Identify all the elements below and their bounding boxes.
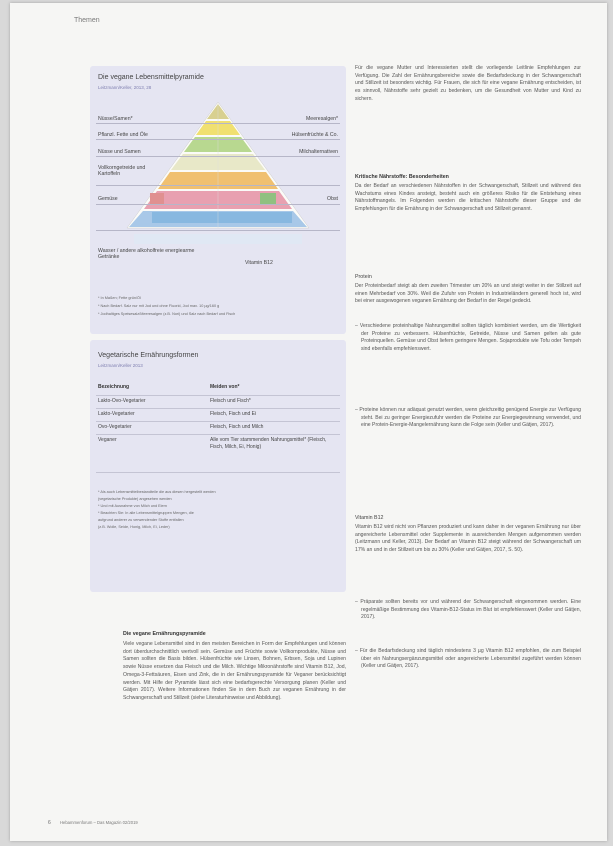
veg-box-subtitle: Leitzmann/Keller 2013 xyxy=(98,363,143,368)
critical-nutrients-heading: Kritische Nährstoffe: Besonderheiten xyxy=(355,174,449,180)
veg-footnote: (z.B. Wolle, Seide, Honig, Milch, Ei, Leder) xyxy=(98,525,170,529)
pyramid-label-left: Nüsse und Samen xyxy=(98,149,141,155)
divider xyxy=(96,395,340,396)
row-avoid: Fleisch und Fisch* xyxy=(210,398,251,404)
veg-footnote: * Und mit Ausnahme von Milch und Eiern xyxy=(98,504,168,508)
footer-text: Hebammenforum – Das Magazin 02/2019 xyxy=(60,820,138,825)
divider xyxy=(96,123,340,124)
pyramid-label-left: Vollkorngetreide und Kartoffeln xyxy=(98,165,146,177)
row-name: Ovo-Vegetarier xyxy=(98,424,132,430)
col-header-avoid: Meiden von* xyxy=(210,384,240,390)
row-avoid: Fleisch, Fisch und Ei xyxy=(210,411,257,417)
left-article-body: Viele vegane Lebensmittel sind in den meisten Bereichen in Form der Empfehlungen und können dort überdurchschnittlich wertvoll sein. Gemüse und Früchte sowie Vollkornprodukte, Nüsse und Samen sollten die Basis bilden. Hülsenfrüchte wie Linsen, Bohnen, Erbsen, Soja und Lupinen sowie Nüsse ersetzen das Fleisch und die Milch. Wichtige Mikronährstoffe sind Vitamin B12, Jod, Omega-3-Fettsäuren, Eisen und Zink, die in der Ernährungspyramide für Veganer berücksichtigt werden. Mit Hilfe der Pyramide lässt sich eine bedarfsgerechte Versorgung planen (Keller und Gätjen 2017). Weitere Informationen finden Sie in dem Buch zur veganen Ernährung in der Schwangerschaft und Stillzeit (siehe Literaturhinweise und Abbildung). xyxy=(123,641,346,702)
protein-body: Der Proteinbedarf steigt ab dem zweiten Trimester um 20% an und steigt weiter in der Stillzeit auf einen Mehrbedarf von 30%. Weil die Zufuhr von Protein in Industrieländern generell hoch ist, wird bei einer ausgewogenen veganen Ernährung der Bedarf in der Regel gedeckt. xyxy=(355,283,581,305)
veg-footnote: aufgrund anderer zu verwendender Stoffe entfallen xyxy=(98,518,184,522)
veg-footnote: (vegetarische Produkte) angesehen werden xyxy=(98,497,172,501)
row-name: Veganer xyxy=(98,437,117,443)
divider xyxy=(96,185,340,186)
divider xyxy=(96,408,340,409)
row-name: Lakto-Vegetarier xyxy=(98,411,135,417)
pyramid-base-left: Wasser / andere alkoholfreie energiearme Getränke xyxy=(98,248,195,260)
protein-heading: Protein xyxy=(355,274,372,280)
protein-bullet: – Verschiedene proteinhaltige Nahrungsmittel sollten täglich kombiniert werden, um die Wertigkeit der Proteine zu verbessern. Hülsenfrüchte, Getreide, Nüsse und Samen gelten als gute Proteinquellen. Gemüse und Obst liefern geringere Mengen. Sojaprodukte wie Tofu oder Tempeh sind ebenfalls empfehlenswert. xyxy=(355,323,581,353)
row-avoid: Fleisch, Fisch und Milch xyxy=(210,424,264,430)
page xyxy=(10,3,607,841)
pyramid-footnote: * In Maßen; Fette grün/Öl xyxy=(98,296,141,300)
protein-bullet: – Proteine können nur adäquat genutzt werden, wenn gleichzeitig genügend Energie zur Verfügung steht. Bei zu geringer Energiezufuhr werden die Proteine zur Energiegewinnung verwendet, und eine Protein-Energie-Mangelernährung kann die Folge sein (Keller und Gätjen, 2017). xyxy=(355,407,581,429)
right-intro: Für die vegane Mutter und Interessierten stellt die vorliegende Leitlinie Empfehlungen zur Verfügung. Die Zahl der Ernährungsbereiche sowie die Bedarfsdeckung in der Schwangerschaft und Stillzeit ist besonders wichtig. Für Frauen, die sich für eine vegane Ernährung entscheiden, ist es sinnvoll, Nährstoffe sehr gezielt zu bedenken, um die Gesundheit von Mutter und Kind zu sichern. xyxy=(355,65,581,102)
veg-forms-box xyxy=(90,340,346,592)
divider xyxy=(96,156,340,157)
pyramid-label-right: Obst xyxy=(327,196,338,202)
divider xyxy=(96,421,340,422)
pyramid-footnote: * Jodhaltiges Speisesalz/Meeresalgen (z.B. Nori) und Salz nach Bedarf und Fisch xyxy=(98,312,236,316)
b12-bullet: – Präparate sollten bereits vor und während der Schwangerschaft eingenommen werden. Eine regelmäßige Bestimmung des Vitamin-B12-Status im Blut ist empfehlenswert (Keller und Gätjen, 2017). xyxy=(355,599,581,621)
row-name: Lakto-Ovo-Vegetarier xyxy=(98,398,146,404)
critical-nutrients-body: Da der Bedarf an verschiedenen Nährstoffen in der Schwangerschaft, Stillzeit und während des Wachstums eines Kindes ansteigt, besteht auch ein größeres Risiko für die Entstehung eines Nährstoffmangels. Im Folgenden werden die kritischen Nährstoffe dieser Gruppe und die Empfehlungen für die Ernährung in der Schwangerschaft und Stillzeit genannt. xyxy=(355,183,581,213)
pyramid-graphic xyxy=(90,66,346,334)
divider xyxy=(96,472,340,473)
pyramid-box xyxy=(90,66,346,334)
pyramid-label-left: Nüsse/Samen* xyxy=(98,116,133,122)
divider xyxy=(96,139,340,140)
section-label: Themen xyxy=(74,17,100,24)
pyramid-box-title: Die vegane Lebensmittelpyramide xyxy=(98,74,204,81)
veg-footnote: * Als auch Lebensmittelbestandteile die aus diesen hergestellt werden xyxy=(98,490,216,494)
b12-bullet: – Für die Bedarfsdeckung sind täglich mindestens 3 µg Vitamin B12 empfohlen, die zum Beispiel über ein Nahrungsergänzungsmittel oder angereicherte Lebensmittel zugeführt werden können (Keller und Gätjen, 2017). xyxy=(355,648,581,670)
veg-footnote: * Beachten Sie: In alle Lebensmittelgruppen Mengen, die xyxy=(98,511,194,515)
pyramid-label-left: Gemüse xyxy=(98,196,118,202)
b12-heading: Vitamin B12 xyxy=(355,515,384,521)
divider xyxy=(96,230,340,231)
pyramid-label-right: Milchalternativen xyxy=(299,149,338,155)
pyramid-base-right: Vitamin B12 xyxy=(245,260,273,266)
divider xyxy=(96,434,340,435)
left-article-heading: Die vegane Ernährungspyramide xyxy=(123,631,206,637)
col-header-name: Bezeichnung xyxy=(98,384,130,390)
pyramid-footnote: * Nach Bedarf. Salz nur mit Jod und ohne Fluorid, Jod max. 10 µg/160 g xyxy=(98,304,220,308)
b12-body: Vitamin B12 wird nicht von Pflanzen produziert und kann daher in der veganen Ernährung nur über angereicherte Lebensmittel oder Supplemente in ausreichenden Mengen aufgenommen werden (Leitzmann und Keller, 2013). Der Bedarf an Vitamin B12 steigt während der Schwangerschaft um 17% an und in der Stillzeit um bis zu 30% (Keller und Gätjen, 2017, S. 50). xyxy=(355,524,581,554)
pyramid-label-right: Hülsenfrüchte & Co. xyxy=(291,132,338,138)
pyramid-box-subtitle: Leitzmann/Keller, 2013, 28 xyxy=(98,85,152,90)
veg-box-title: Vegetarische Ernährungsformen xyxy=(98,352,199,359)
pyramid-label-right: Meeresalgen* xyxy=(305,116,338,122)
divider xyxy=(96,204,340,205)
pyramid-label-left: Pflanzl. Fette und Öle xyxy=(98,132,148,138)
page-number: 6 xyxy=(48,820,51,826)
row-avoid: Alle vom Tier stammenden Nahrungsmittel* (Fleisch, Fisch, Milch, Ei, Honig) xyxy=(210,437,327,450)
